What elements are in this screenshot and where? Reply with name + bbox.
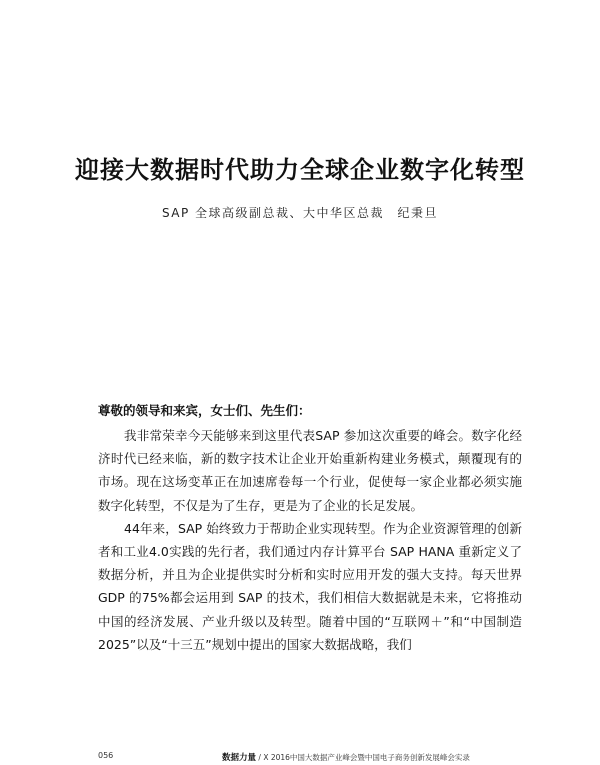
article-byline: SAP 全球高级副总裁、大中华区总裁 纪秉旦: [161, 206, 439, 220]
paragraph: 我非常荣幸今天能够来到这里代表SAP 参加这次重要的峰会。数字化经济时代已经来临，新的数字技术让企业开始重新构建业务模式，颠覆现有的市场。现在这场变革正在加速席卷每一个行业，促使每一家企业都必须实施数字化转型，不仅是为了生存，更是为了企业的长足发展。: [98, 428, 522, 513]
page-number: 056: [98, 751, 114, 760]
separator: /: [258, 753, 261, 762]
running-header: [222, 751, 470, 763]
article-body: [98, 424, 522, 656]
page-footer: [98, 751, 522, 765]
article-title: 迎接大数据时代助力全球企业数字化转型: [75, 155, 525, 184]
publication-name: 数据力量: [222, 753, 257, 763]
paragraph: 44年来，SAP 始终致力于帮助企业实现转型。作为企业资源管理的创新者和工业4.0实践的先行者，我们通过内存计算平台 SAP HANA 重新定义了数据分析，并且为企业提供实时分析和实时应用开发的强大支持。每天世界 GDP 的75%都会运用到 SAP 的技术，我们相信大数据就是未来，它将推动中国的经济发展、产业升级以及转型。随着中国的“互联网＋”和“中国制造2025”以及“十三五”规划中提出的国家大数据战略，我们: [98, 520, 522, 652]
salutation: 尊敬的领导和来宾，女士们、先生们：: [98, 403, 311, 418]
publication-description: X 2016中国大数据产业峰会暨中国电子商务创新发展峰会实录: [263, 753, 470, 762]
